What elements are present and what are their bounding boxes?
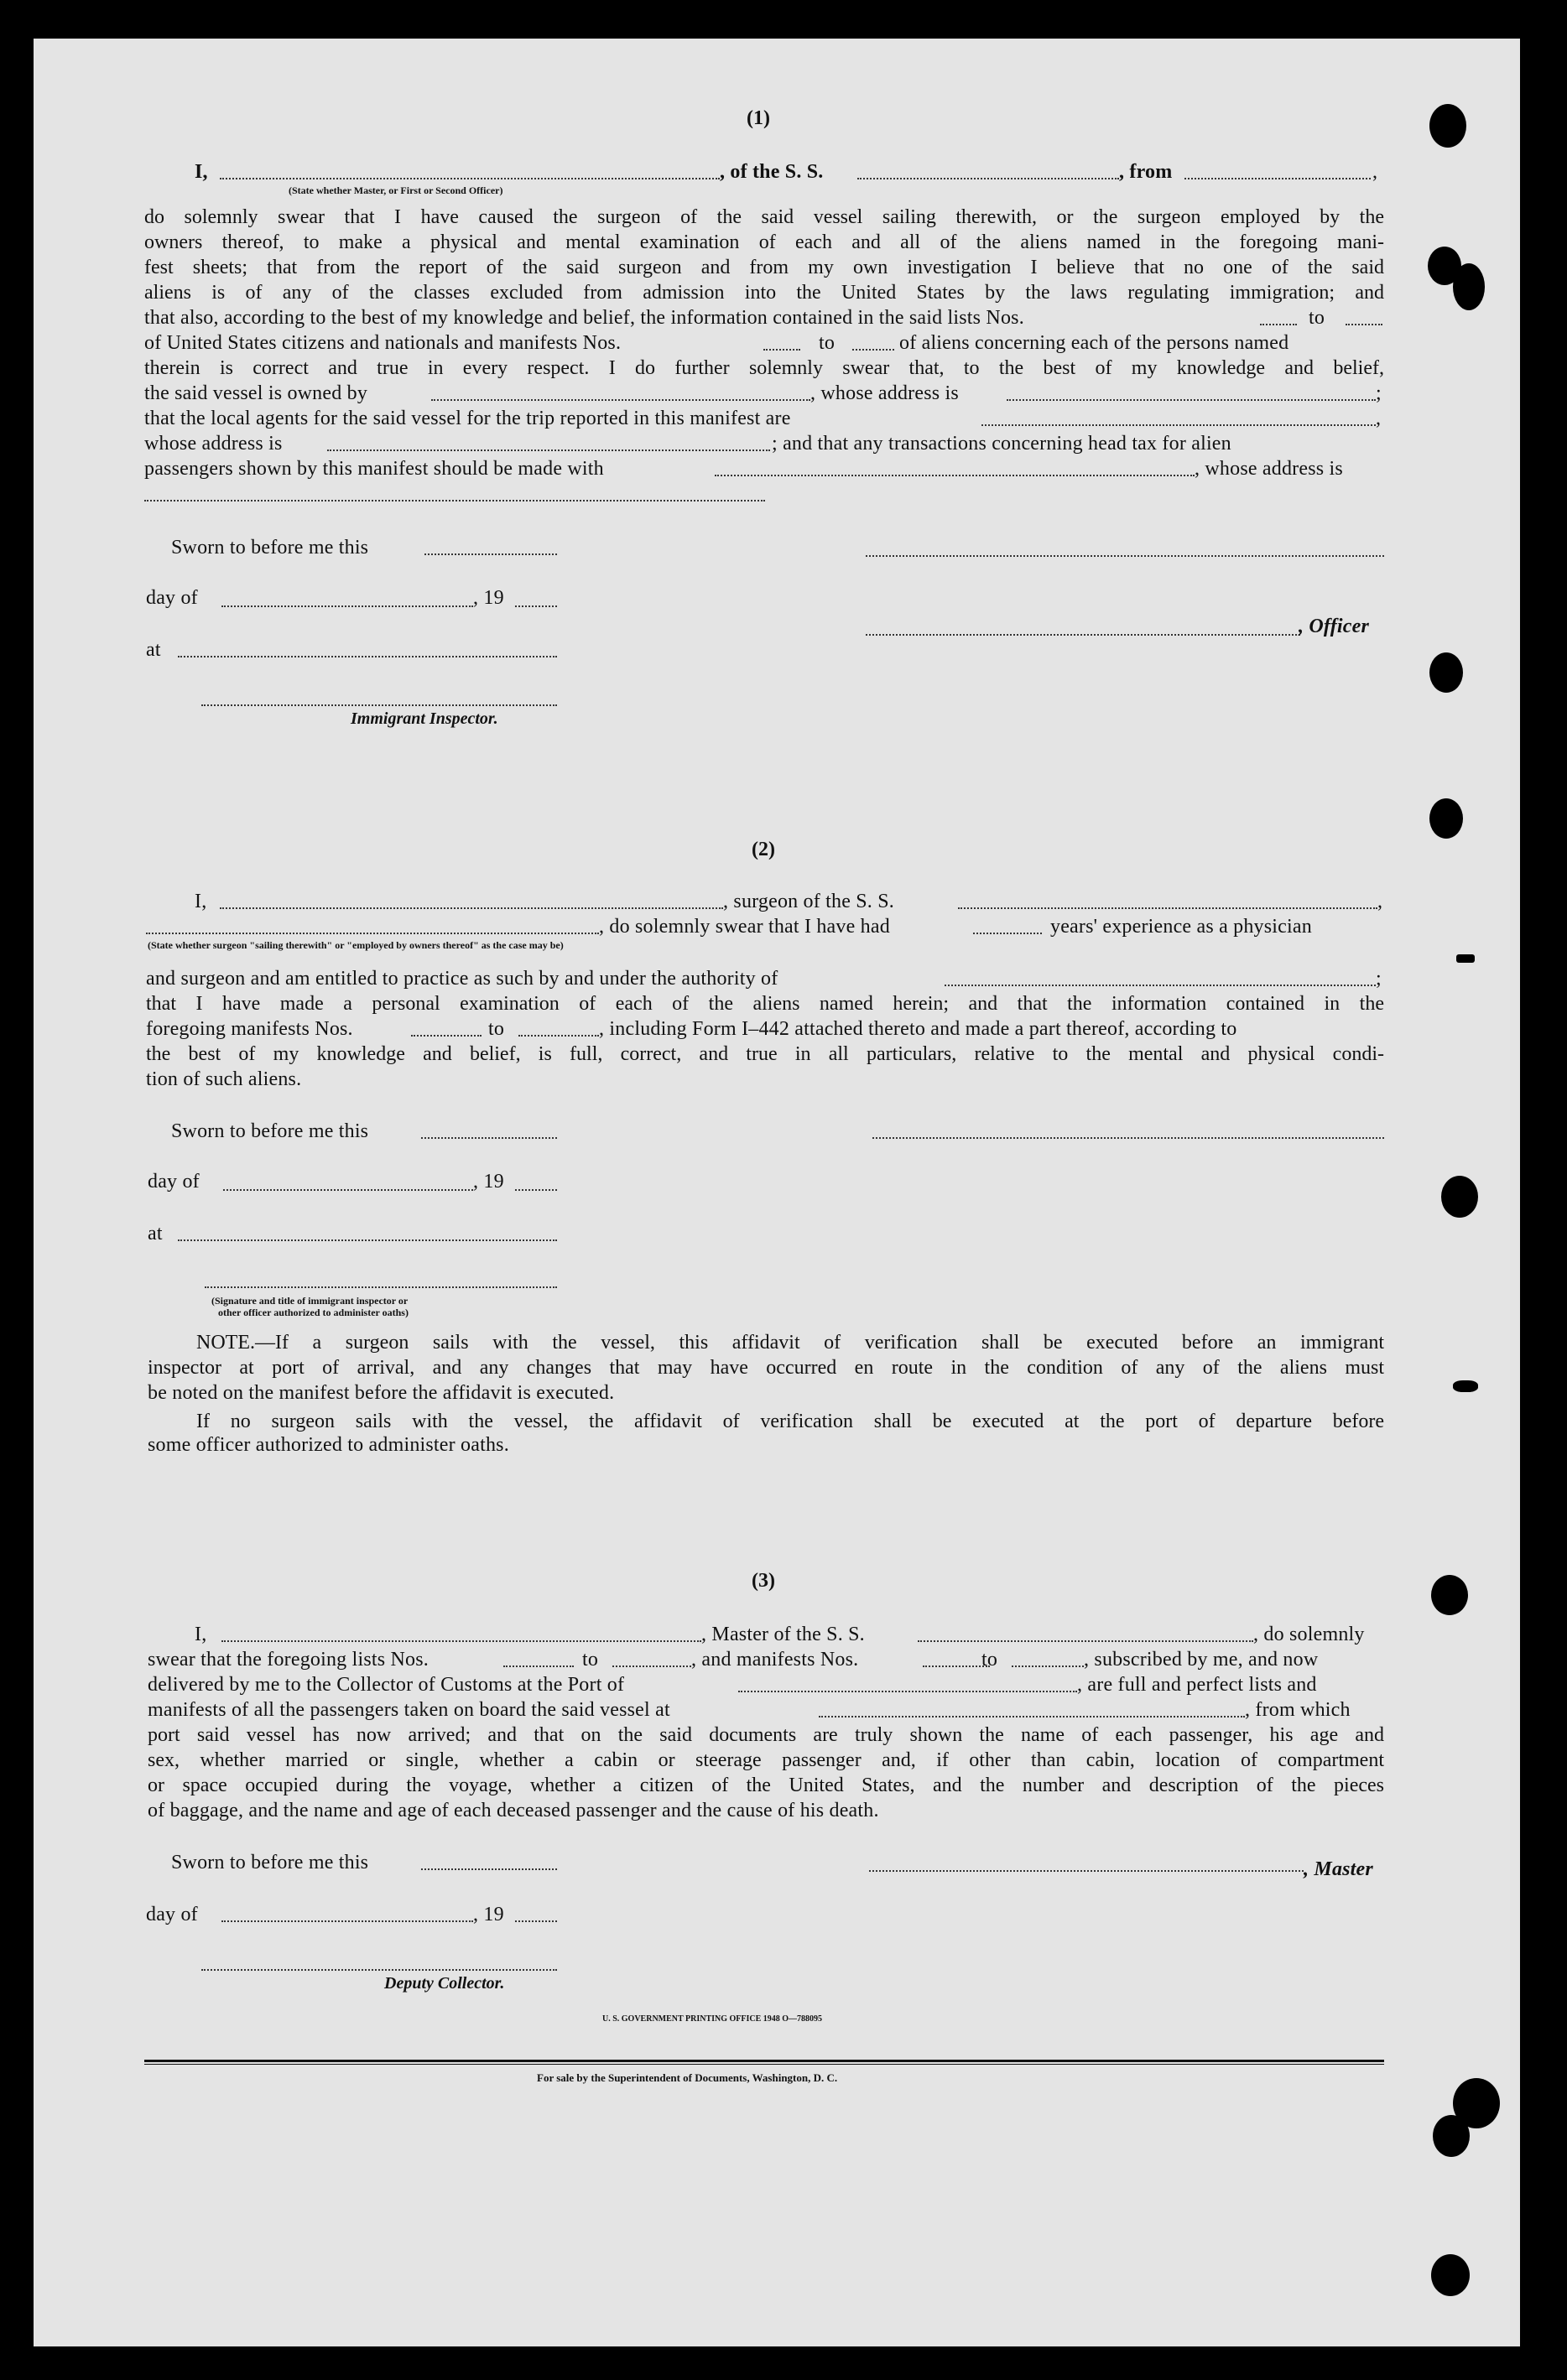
- punch-hole: [1431, 1575, 1468, 1615]
- sec2-sig-note-2: other officer authorized to administer oaths): [218, 1307, 409, 1318]
- footer-rule-thin: [144, 2064, 1384, 2065]
- blank-collector-signature: [201, 1969, 557, 1971]
- sec1-semicolon: ;: [1376, 382, 1382, 404]
- blank-list-to: [1346, 324, 1382, 325]
- sec2-sig-note-1: (Signature and title of immigrant inspector or: [211, 1295, 409, 1307]
- blank-surgeon-name: [220, 907, 723, 909]
- sec2-sworn-label: Sworn to before me this: [171, 1120, 369, 1142]
- blank-inspector-signature: [201, 704, 557, 706]
- blank-port-of: [738, 1691, 1077, 1692]
- section-number-1: (1): [747, 107, 770, 129]
- sec2-note-line: some officer authorized to administer oaths.: [148, 1434, 509, 1456]
- immigrant-inspector-label: Immigrant Inspector.: [351, 709, 498, 728]
- sec1-manifests-text: of United States citizens and nationals and manifests Nos.: [144, 332, 622, 354]
- sec3-paragraph-end: of baggage, and the name and age of each deceased passenger and the cause of his death.: [148, 1800, 879, 1821]
- blank-sec2-inspector: [205, 1286, 557, 1288]
- blank-sec2-manifest-from: [411, 1035, 482, 1037]
- blank-signature: [866, 555, 1384, 557]
- sale-notice: For sale by the Superintendent of Documents, Washington, D. C.: [537, 2071, 838, 2084]
- sec2-to: to: [488, 1018, 505, 1040]
- punch-hole: [1429, 104, 1466, 148]
- blank-owner-address: [1007, 399, 1376, 401]
- blank-sec3-manifest-to: [1012, 1665, 1084, 1667]
- sec1-lists-text: that also, according to the best of my knowledge and belief, the information contained in the said lists Nos.: [144, 307, 1024, 329]
- sec2-note-line: NOTE.—If a surgeon sails with the vessel, this affidavit of verification shall be executed before an immigrant: [196, 1332, 1384, 1354]
- sec1-paragraph-line: do solemnly swear that I have caused the surgeon of the said vessel sailing therewith, or the surgeon employed by the: [144, 206, 1384, 228]
- punch-hole: [1431, 2254, 1470, 2296]
- sec1-of-ss: , of the S. S.: [720, 161, 824, 183]
- sec2-status-note: (State whether surgeon "sailing therewith" or "employed by owners thereof" as the case may be): [148, 939, 564, 951]
- sec3-i: I,: [195, 1624, 207, 1645]
- sec1-year-label: , 19: [473, 587, 504, 609]
- sec1-paragraph-line: aliens is of any of the classes excluded from admission into the United States by the laws regulating immigration; and: [144, 282, 1384, 304]
- blank-sec2-vessel: [958, 907, 1377, 909]
- sec2-day-label: day of: [148, 1171, 200, 1193]
- blank-master-signature: [869, 1870, 1304, 1872]
- sec3-to: to: [981, 1649, 998, 1671]
- sec2-paragraph-line: that I have made a personal examination of each of the aliens named herein; and that the information contained in the: [146, 993, 1384, 1015]
- sec2-note-line: inspector at port of arrival, and any changes that may have occurred en route in the condition of any of the aliens must: [148, 1357, 1384, 1379]
- sec1-paragraph-line: fest sheets; that from the report of the said surgeon and from my own investigation I believe that no one of the said: [144, 257, 1384, 278]
- sec3-day-label: day of: [146, 1904, 198, 1925]
- section-number-3: (3): [752, 1570, 775, 1592]
- sec2-paragraph-line: the best of my knowledge and belief, is full, correct, and true in all particulars, relative to the mental and physical condi-: [146, 1043, 1384, 1065]
- blank-sec2-year: [515, 1189, 557, 1191]
- punch-hole: [1429, 652, 1463, 693]
- sec1-from: , from: [1119, 161, 1173, 183]
- punch-hole: [1456, 954, 1475, 963]
- sec3-subscribed-text: , subscribed by me, and now: [1084, 1649, 1319, 1671]
- blank-list-from: [1260, 324, 1297, 325]
- sec2-note-line: be noted on the manifest before the affidavit is executed.: [148, 1382, 615, 1404]
- blank-manifest-to: [852, 349, 894, 351]
- blank-sec2-day: [223, 1189, 473, 1191]
- blank-day: [221, 605, 473, 607]
- sec3-delivered-text: delivered by me to the Collector of Customs at the Port of: [148, 1674, 625, 1696]
- blank-sec3-year: [515, 1920, 557, 1922]
- sec3-from-which: , from which: [1245, 1699, 1351, 1721]
- sec3-paragraph-line: or space occupied during the voyage, whether a citizen of the United States, and the number and description of the pieces: [148, 1775, 1384, 1796]
- sec3-sworn-label: Sworn to before me this: [171, 1852, 369, 1873]
- blank-authority: [945, 985, 1376, 986]
- punch-hole: [1441, 1176, 1478, 1218]
- blank-vessel-name: [857, 178, 1119, 179]
- sec1-officer-label: , Officer: [1299, 616, 1369, 637]
- blank-officer-name: [220, 178, 720, 179]
- sec3-paragraph-line: port said vessel has now arrived; and that on the said documents are truly shown the name of each passenger, his age and: [148, 1724, 1384, 1746]
- blank-head-tax-address: [144, 500, 765, 501]
- sec1-comma: ,: [1372, 161, 1378, 183]
- sec1-at-label: at: [146, 639, 161, 661]
- sec1-to: to: [819, 332, 836, 354]
- blank-sec3-vessel: [918, 1640, 1253, 1642]
- sec1-paragraph-line: therein is correct and true in every respect. I do further solemnly swear that, to the best of my knowledge and belief,: [144, 357, 1384, 379]
- sec2-swear-text: , do solemnly swear that I have had: [599, 916, 890, 938]
- deputy-collector-label: Deputy Collector.: [384, 1974, 505, 1993]
- sec1-oath-line-1-start: I,: [195, 161, 208, 183]
- sec2-years-text: years' experience as a physician: [1050, 916, 1312, 938]
- blank-from-port: [1184, 178, 1371, 179]
- sec2-manifests-text: foregoing manifests Nos.: [146, 1018, 353, 1040]
- sec1-officer-note: (State whether Master, or First or Second Officer): [289, 184, 503, 196]
- sec3-perfect-lists: , are full and perfect lists and: [1077, 1674, 1317, 1696]
- sec3-to: to: [582, 1649, 599, 1671]
- sec2-semicolon: ;: [1376, 968, 1382, 990]
- sec3-year-label: , 19: [473, 1904, 504, 1925]
- sec1-owned-by: the said vessel is owned by: [144, 382, 368, 404]
- sec1-passengers-text: passengers shown by this manifest should be made with: [144, 458, 604, 480]
- sec2-paragraph-end: tion of such aliens.: [146, 1068, 302, 1090]
- punch-hole: [1429, 798, 1463, 839]
- blank-taken-on-board-at: [819, 1716, 1245, 1717]
- sec1-whose-address: , whose address is: [810, 382, 959, 404]
- blank-surgeon-status: [146, 933, 599, 934]
- sec1-sworn-label: Sworn to before me this: [171, 537, 369, 559]
- blank-sec3-list-to: [612, 1665, 691, 1667]
- blank-sec3-manifest-from: [923, 1665, 990, 1667]
- blank-years: [973, 933, 1042, 934]
- sec3-master-of-ss: , Master of the S. S.: [701, 1624, 865, 1645]
- blank-sec2-at: [178, 1239, 557, 1241]
- sec2-i: I,: [195, 891, 207, 912]
- sec1-paragraph-line: owners thereof, to make a physical and mental examination of each and all of the aliens named in the foregoing mani-: [144, 231, 1384, 253]
- blank-sworn-date: [424, 553, 557, 555]
- punch-hole: [1433, 2115, 1470, 2157]
- gpo-imprint: U. S. GOVERNMENT PRINTING OFFICE 1948 O—788095: [602, 2014, 823, 2024]
- footer-rule: [144, 2060, 1384, 2062]
- blank-officer-signature: [866, 634, 1300, 636]
- sec1-aliens-text: of aliens concerning each of the persons named: [899, 332, 1289, 354]
- sec1-day-label: day of: [146, 587, 198, 609]
- sec3-swear-text: swear that the foregoing lists Nos.: [148, 1649, 429, 1671]
- blank-agents: [981, 424, 1376, 426]
- sec1-whose-address-end: , whose address is: [1195, 458, 1343, 480]
- sec1-head-tax-text: ; and that any transactions concerning head tax for alien: [772, 433, 1231, 455]
- blank-sec2-manifest-to: [518, 1035, 599, 1037]
- blank-agents-address: [327, 449, 770, 451]
- sec2-at-label: at: [148, 1223, 163, 1245]
- sec1-to: to: [1309, 307, 1325, 329]
- blank-sec2-signature: [872, 1137, 1384, 1139]
- blank-at-place: [178, 656, 557, 657]
- punch-hole: [1453, 1380, 1478, 1392]
- sec3-paragraph-line: sex, whether married or single, whether a cabin or steerage passenger and, if other than cabin, location of compartment: [148, 1749, 1384, 1771]
- sec1-local-agents: that the local agents for the said vessel for the trip reported in this manifest are: [144, 408, 791, 429]
- blank-manifest-from: [763, 349, 800, 351]
- sec3-manifests-all-text: manifests of all the passengers taken on board the said vessel at: [148, 1699, 670, 1721]
- blank-sec3-day: [221, 1920, 473, 1922]
- blank-head-tax-party: [715, 475, 1195, 476]
- blank-sec3-list-from: [503, 1665, 574, 1667]
- punch-hole: [1453, 263, 1485, 310]
- sec2-comma: ,: [1377, 891, 1383, 912]
- sec3-solemnly: , do solemnly: [1253, 1624, 1365, 1645]
- section-number-2: (2): [752, 839, 775, 860]
- blank-master-name: [221, 1640, 701, 1642]
- blank-owner: [431, 399, 810, 401]
- sec2-surgeon-of-ss: , surgeon of the S. S.: [723, 891, 894, 912]
- sec2-year-label: , 19: [473, 1171, 504, 1193]
- sec3-master-label: , Master: [1304, 1858, 1373, 1880]
- blank-sec2-sworn-date: [421, 1137, 557, 1139]
- sec1-comma: ,: [1376, 408, 1382, 429]
- blank-year: [515, 605, 557, 607]
- blank-sec3-sworn-date: [421, 1868, 557, 1870]
- sec2-authority-text: and surgeon and am entitled to practice as such by and under the authority of: [146, 968, 778, 990]
- sec2-note-line: If no surgeon sails with the vessel, the affidavit of verification shall be executed at the port of departure before: [196, 1411, 1384, 1432]
- sec1-agents-address-label: whose address is: [144, 433, 283, 455]
- sec3-manifests-text: , and manifests Nos.: [691, 1649, 859, 1671]
- sec2-form-text: , including Form I–442 attached thereto and made a part thereof, according to: [599, 1018, 1237, 1040]
